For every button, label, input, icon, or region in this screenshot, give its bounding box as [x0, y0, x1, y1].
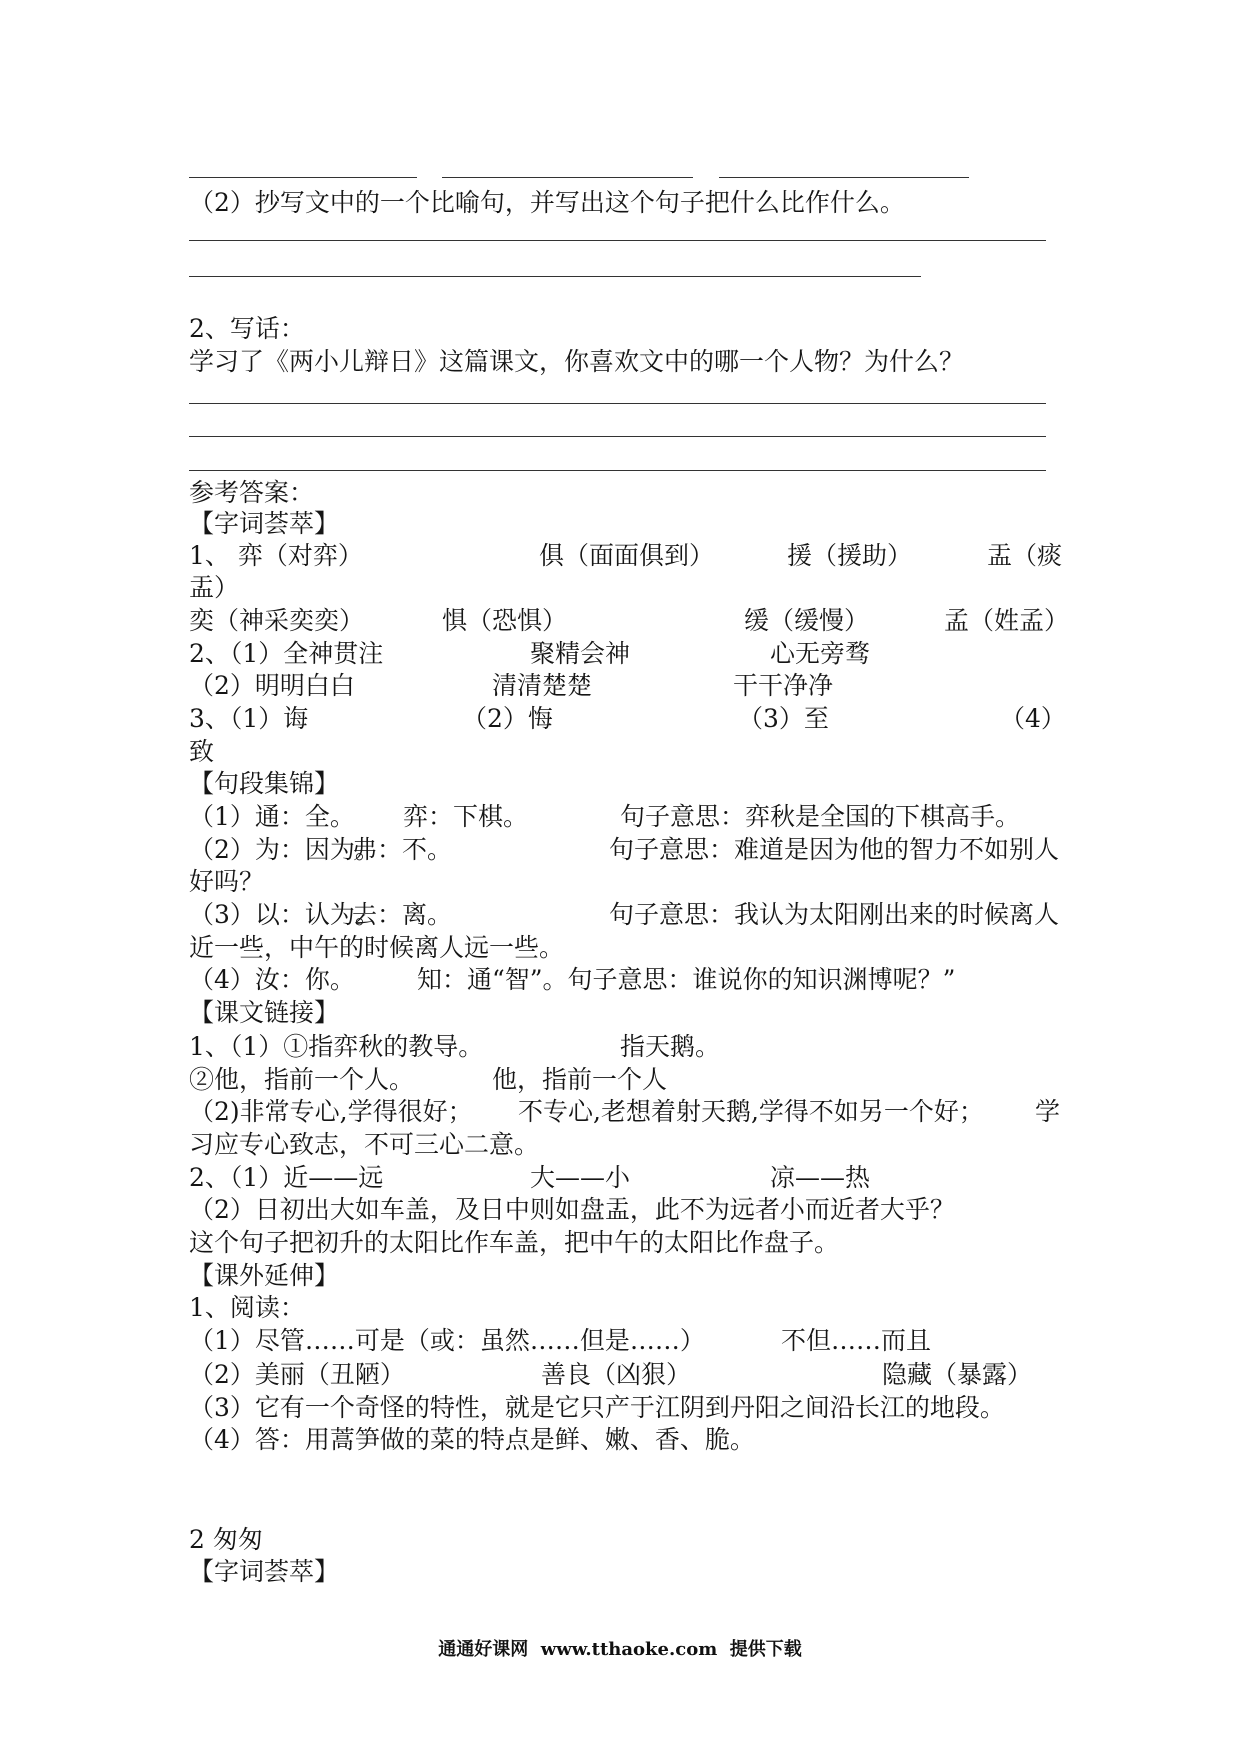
section-title-kewen: 【课文链接】	[189, 998, 340, 1027]
answer-item: （1）通：全。	[189, 802, 355, 831]
answer-item: 去：离。	[352, 900, 453, 929]
answer-item: 孟（姓孟）	[944, 606, 1070, 635]
answer-row: 近一些，中午的时候离人远一些。	[189, 933, 565, 962]
answer-item: 句子意思：弈秋是全国的下棋高手。	[620, 802, 1021, 831]
answer-item: 隐藏（暴露）	[882, 1360, 1033, 1389]
writing-prompt: 学习了《两小儿辩日》这篇课文，你喜欢文中的哪一个人物？为什么？	[189, 347, 965, 376]
answer-item: 知：通“智”。句子意思：谁说你的知识渊博呢？”	[417, 965, 956, 994]
answer-item: （2）悔	[462, 704, 553, 733]
answer-blank-line	[189, 436, 1046, 437]
answer-row	[0, 605, 1240, 637]
answer-row: （2）日初出大如车盖，及日中则如盘盂，此不为远者小而近者大乎？	[189, 1195, 955, 1224]
answer-item: （3）至	[738, 704, 829, 733]
answer-row: 这个句子把初升的太阳比作车盖，把中午的太阳比作盘子。	[189, 1228, 840, 1257]
answer-item: 援（援助）	[787, 541, 913, 570]
answer-item: 1、（1）①指弈秋的教导。	[189, 1032, 484, 1061]
answer-item: 弈：下棋。	[403, 802, 529, 831]
answer-blank-line	[189, 403, 1046, 404]
answer-item: （3）以：认为。	[189, 900, 380, 929]
answer-row	[0, 670, 1240, 702]
answer-item: （2）为：因为。	[189, 835, 380, 864]
answer-row: （4）答：用蒿笋做的菜的特点是鲜、嫩、香、脆。	[189, 1425, 755, 1454]
page-footer: 通通好课网 www.tthaoke.com 提供下载	[438, 1639, 802, 1660]
answer-item: 干干净净	[733, 671, 834, 700]
answer-item: 惧（恐惧）	[442, 606, 568, 635]
section-title-kewai: 【课外延伸】	[189, 1261, 340, 1290]
answer-row	[0, 899, 1240, 931]
reading-heading: 1、阅读：	[189, 1293, 305, 1322]
answer-row	[0, 1359, 1240, 1391]
answer-item: 大——小	[530, 1163, 631, 1192]
answer-item: 1、 弈（对弈）	[189, 541, 363, 570]
section-title-zici: 【字词荟萃】	[189, 509, 340, 538]
answer-item: （1）尽管……可是（或：虽然……但是……）	[189, 1326, 705, 1355]
answer-item: 2、（1）近——远	[189, 1163, 384, 1192]
answer-item: 凉——热	[770, 1163, 871, 1192]
answer-blank-line	[719, 177, 969, 178]
answer-item: 指天鹅。	[620, 1032, 721, 1061]
answer-item: ②他，指前一个人。	[189, 1065, 415, 1094]
answer-blank-line	[189, 240, 1046, 241]
section-title-juduan: 【句段集锦】	[189, 769, 340, 798]
answer-item: 不但……而且	[781, 1326, 932, 1355]
answer-item: 句子意思：我认为太阳刚出来的时候离人	[609, 900, 1060, 929]
answer-row: 盂）	[189, 573, 240, 602]
answer-row	[0, 1096, 1240, 1128]
answer-item: （2）美丽（丑陋）	[189, 1360, 405, 1389]
answer-item: 善良（凶狠）	[541, 1360, 692, 1389]
answer-item: 3、（1）诲	[189, 704, 309, 733]
answer-blank-line	[189, 470, 1046, 471]
answer-item: 他，指前一个人	[492, 1065, 668, 1094]
answer-item: 缓（缓慢）	[744, 606, 870, 635]
question-copy-simile: （2）抄写文中的一个比喻句，并写出这个句子把什么比作什么。	[189, 188, 905, 217]
answer-item: 奕（神采奕奕）	[189, 606, 365, 635]
answer-row	[0, 801, 1240, 833]
answer-blank-line	[189, 276, 921, 277]
answer-row: 好吗？	[189, 867, 265, 896]
answer-blank-line	[442, 177, 693, 178]
answer-item: （2）明明白白	[189, 671, 355, 700]
answer-blank-line	[189, 177, 417, 178]
answer-row	[0, 1162, 1240, 1194]
answer-row	[0, 834, 1240, 866]
answer-row	[0, 1064, 1240, 1096]
answer-item: 不专心,老想着射天鹅,学得不如另一个好；	[518, 1097, 984, 1126]
answer-row	[0, 964, 1240, 996]
writing-heading: 2、写话：	[189, 314, 305, 343]
answer-row: 习应专心致志，不可三心二意。	[189, 1130, 540, 1159]
answer-item: 2、（1）全神贯注	[189, 639, 384, 668]
answer-row	[0, 540, 1240, 572]
answer-item: 俱（面面俱到）	[539, 541, 715, 570]
answer-item: 弗：不。	[352, 835, 453, 864]
answer-item: （2)非常专心,学得很好；	[189, 1097, 473, 1126]
lesson-title: 2 匆匆	[189, 1525, 263, 1554]
answer-item: 清清楚楚	[492, 671, 593, 700]
answer-row	[0, 1325, 1240, 1357]
answer-row: （3）它有一个奇怪的特性，就是它只产于江阴到丹阳之间沿长江的地段。	[189, 1393, 1005, 1422]
answer-row	[0, 638, 1240, 670]
answer-item: 心无旁骛	[770, 639, 871, 668]
answer-item: （4）	[1000, 704, 1066, 733]
answer-row	[0, 1031, 1240, 1063]
answer-item: 盂（痰	[987, 541, 1063, 570]
answers-heading: 参考答案：	[189, 478, 315, 507]
answer-item: （4）汝：你。	[189, 965, 355, 994]
answer-row	[0, 703, 1240, 735]
answer-item: 聚精会神	[530, 639, 631, 668]
section-title-zici: 【字词荟萃】	[189, 1557, 340, 1586]
answer-item: 学	[1035, 1097, 1061, 1126]
answer-item: 句子意思：难道是因为他的智力不如别人	[609, 835, 1060, 864]
answer-row: 致	[189, 737, 215, 766]
